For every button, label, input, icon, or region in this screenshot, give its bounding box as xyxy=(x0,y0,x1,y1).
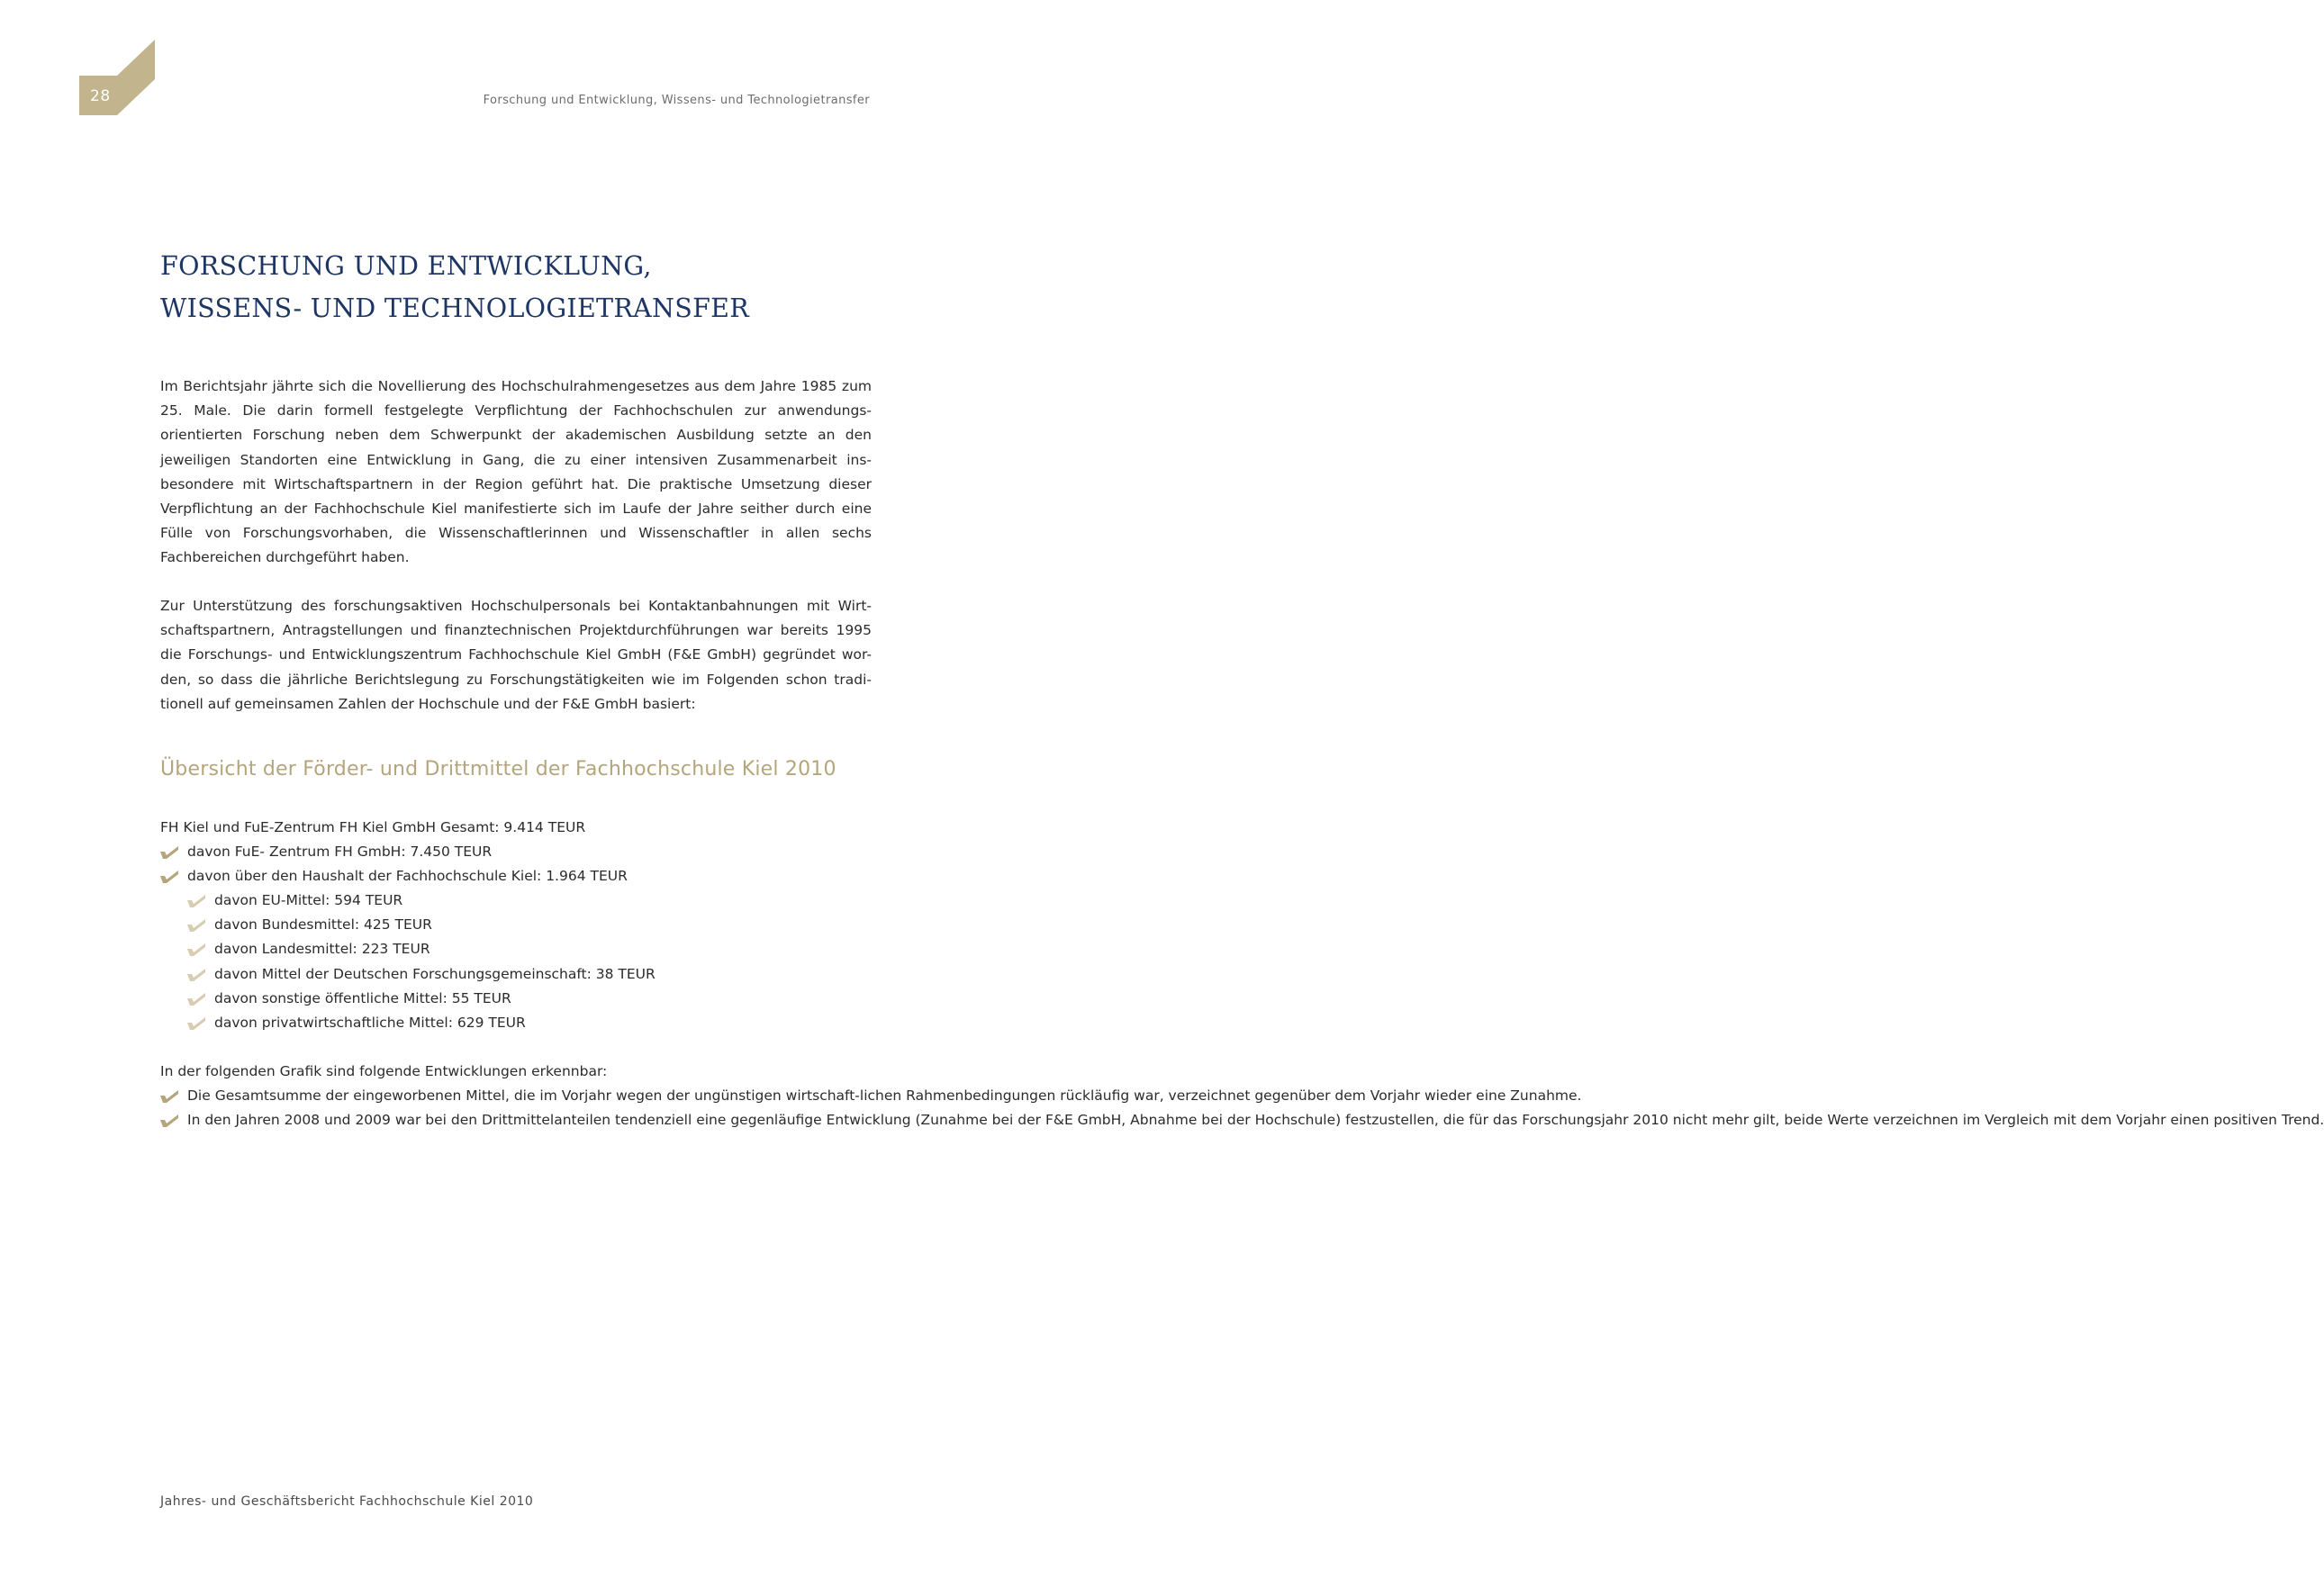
list-item xyxy=(160,840,628,864)
list-item xyxy=(160,864,628,889)
funds-level1-list xyxy=(160,840,628,889)
checkmark-bullet-icon xyxy=(187,895,205,907)
funds-level2-list xyxy=(187,889,656,1035)
list-item-text: davon über den Haushalt der Fachhochschule Kiel: 1.964 TEUR xyxy=(187,868,628,885)
list-item xyxy=(187,987,656,1011)
list-item-text: davon Landesmittel: 223 TEUR xyxy=(214,941,430,958)
developments-list xyxy=(160,1084,2324,1132)
list-item-text: davon sonstige öffentliche Mittel: 55 TEUR xyxy=(214,989,511,1006)
developments-intro: In der folgenden Grafik sind folgende Entwicklungen erkennbar: xyxy=(160,1063,608,1079)
checkmark-bullet-icon xyxy=(187,993,205,1006)
list-item xyxy=(187,1011,656,1035)
list-item-text: Die Gesamtsumme der eingeworbenen Mittel, die im Vorjahr wegen der ungünstigen wirtschaft-lichen Rahmenbedingungen rückläufig war, verzeichnet gegenüber dem Vorjahr wieder eine Zunahme. xyxy=(187,1087,1582,1104)
checkmark-bullet-icon xyxy=(160,1114,178,1127)
running-header: Forschung und Entwicklung, Wissens- und Technologietransfer xyxy=(483,94,870,107)
page-title-line-1: FORSCHUNG UND ENTWICKLUNG, xyxy=(160,251,652,281)
list-item-text: davon Mittel der Deutschen Forschungsgemeinschaft: 38 TEUR xyxy=(214,965,656,982)
checkmark-bullet-icon xyxy=(160,1090,178,1103)
checkmark-bullet-icon xyxy=(160,871,178,883)
list-item-text: In den Jahren 2008 und 2009 war bei den Drittmittelanteilen tendenziell eine gegenläufige Entwicklung (Zunahme bei der F&E GmbH, Abnahme bei der Hochschule) festzustellen, die für das Forschungsjahr 2010 nicht mehr gilt, beide Werte verzeichnen im Vergleich mit dem Vorjahr einen positiven Trend. xyxy=(187,1112,2324,1129)
checkmark-bullet-icon xyxy=(160,846,178,859)
list-item xyxy=(187,937,656,961)
checkmark-bullet-icon xyxy=(187,969,205,981)
list-item xyxy=(187,913,656,937)
section-heading: Übersicht der Förder- und Drittmittel der Fachhochschule Kiel 2010 xyxy=(160,758,836,780)
list-item xyxy=(187,962,656,987)
list-item-text: davon FuE- Zentrum FH GmbH: 7.450 TEUR xyxy=(187,844,493,860)
checkmark-bullet-icon xyxy=(187,919,205,932)
intro-paragraph: Im Berichtsjahr jährte sich die Novellierung des Hochschulrahmengesetzes aus dem Jahre 1985 zum 25. Male. Die darin formell festgelegte Verpflichtung der Fachhochschulen zur anwendungs-orientierten Forschung neben dem Schwerpunkt der akademischen Ausbildung setzte an den jeweiligen Standorten eine Entwicklung in Gang, die zu einer intensiven Zusammenarbeit ins-besondere mit Wirtschaftspartnern in der Region geführt hat. Die praktische Umsetzung dieser Verpflichtung an der Fachhochschule Kiel manifestierte sich im Laufe der Jahre seither durch eine Fülle von Forschungsvorhaben, die Wissenschaftlerinnen und Wissenschaftler in allen sechs Fachbereichen durchgeführt haben. xyxy=(160,378,872,566)
list-item xyxy=(160,1084,1582,1108)
list-item xyxy=(187,889,656,913)
checkmark-bullet-icon xyxy=(187,943,205,956)
list-item-text: davon privatwirtschaftliche Mittel: 629 TEUR xyxy=(214,1015,526,1032)
support-paragraph: Zur Unterstützung des forschungsaktiven Hochschulpersonals bei Kontaktanbahnungen mit Wirt-schaftspartnern, Antragstellungen und finanztechnischen Projektdurchführungen war bereits 1995 die Forschungs- und Entwicklungszentrum Fachhochschule Kiel GmbH (F&E GmbH) gegründet wor-den, so dass die jährliche Berichtslegung zu Forschungstätigkeiten wie im Folgenden schon tradi-tionell auf gemeinsamen Zahlen der Hochschule und der F&E GmbH basiert: xyxy=(160,598,872,712)
page-footer: Jahres- und Geschäftsbericht Fachhochschule Kiel 2010 xyxy=(160,1494,534,1509)
checkmark-bullet-icon xyxy=(187,1017,205,1030)
page-number: 28 xyxy=(90,87,111,105)
list-item-text: davon EU-Mittel: 594 TEUR xyxy=(214,892,403,908)
list-item xyxy=(160,1108,2324,1132)
page-title xyxy=(160,245,881,329)
funds-total: FH Kiel und FuE-Zentrum FH Kiel GmbH Gesamt: 9.414 TEUR xyxy=(160,819,586,835)
page-title-line-2: WISSENS- UND TECHNOLOGIETRANSFER xyxy=(160,293,750,323)
list-item-text: davon Bundesmittel: 425 TEUR xyxy=(214,916,432,934)
